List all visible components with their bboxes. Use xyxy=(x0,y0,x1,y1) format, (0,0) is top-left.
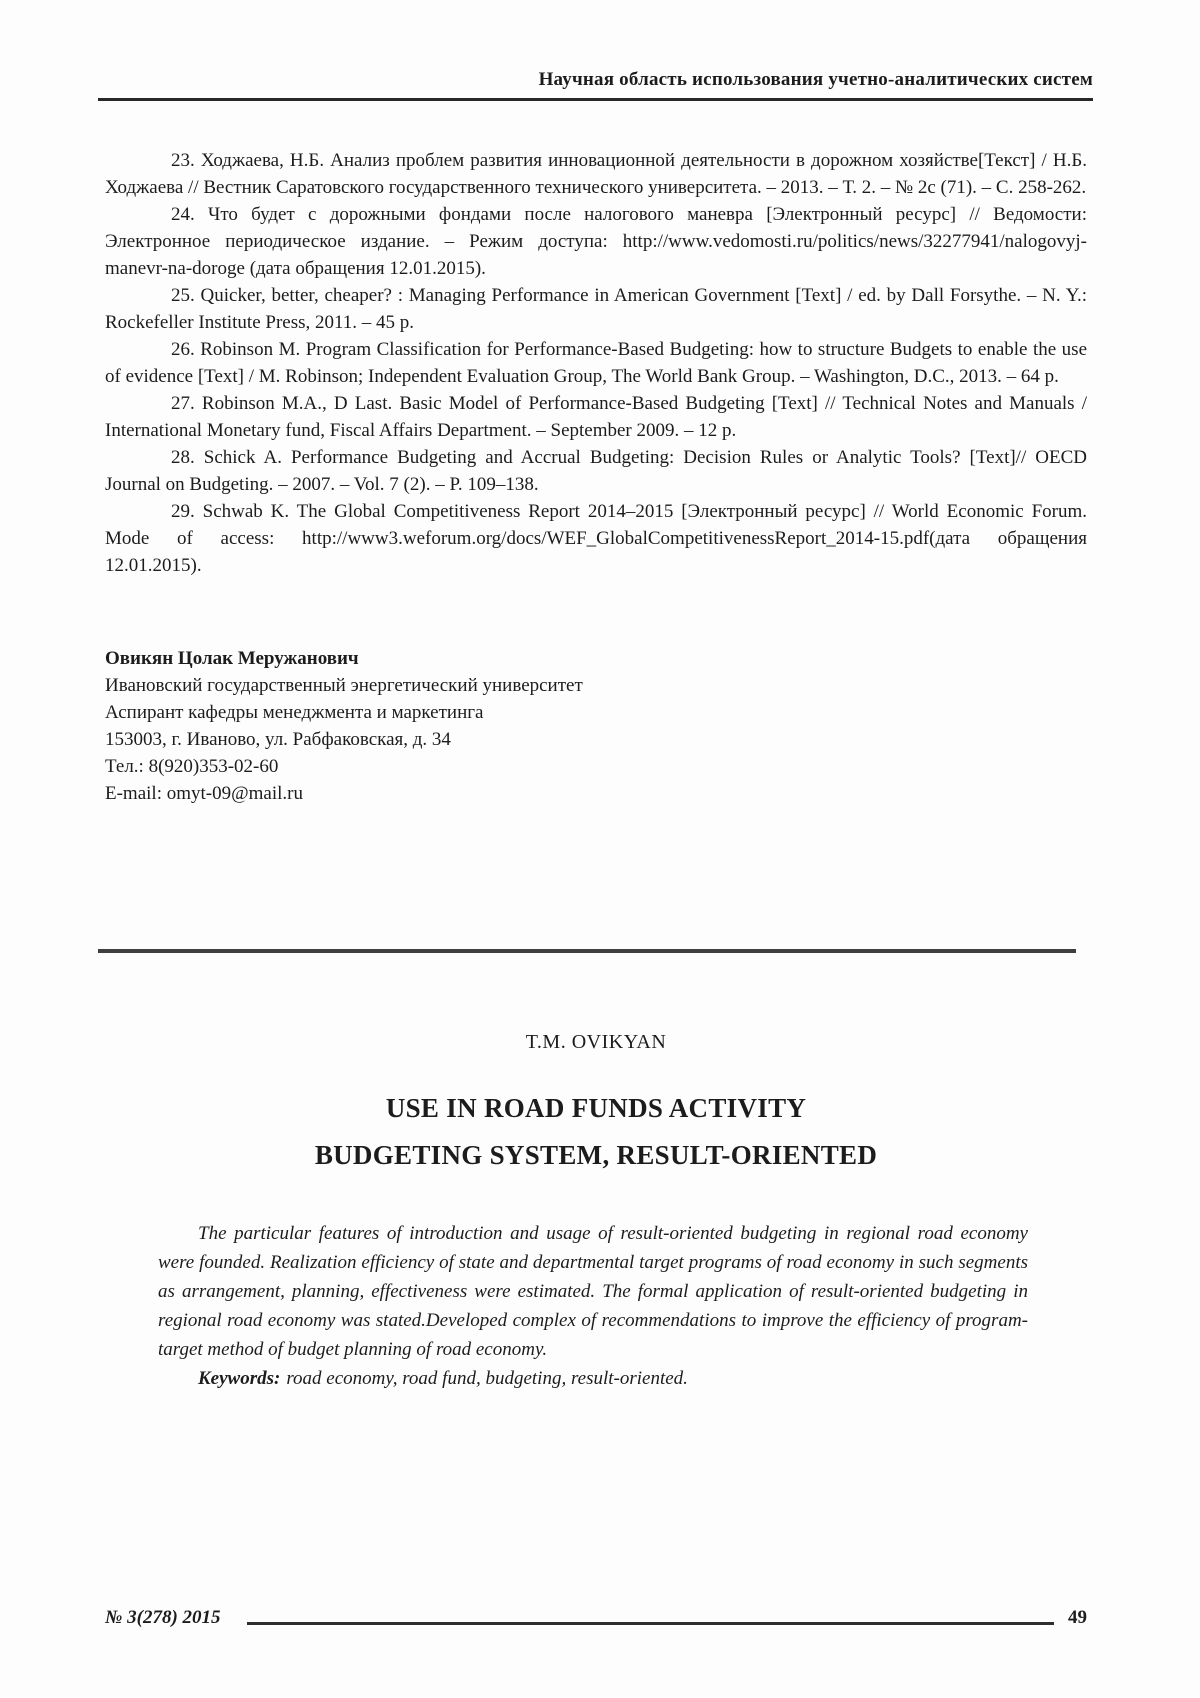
reference-item-23: 23. Ходжаева, Н.Б. Анализ проблем развития инновационной деятельности в дорожном хозяйстве[Текст] / Н.Б. Ходжаева // Вестник Саратовского государственного технического университета. – 2013. – Т. 2. – № 2с (71). – С. 258-262. xyxy=(105,150,1087,198)
author-name: Овикян Цолак Меружанович xyxy=(105,648,359,669)
footer-rule xyxy=(247,1622,1054,1625)
issue-number: № 3(278) 2015 xyxy=(105,1607,221,1628)
author-info-block xyxy=(105,645,1087,807)
reference-item-25: 25. Quicker, better, cheaper? : Managing Performance in American Government [Text] / ed. by Dall Forsythe. – N. Y.: Rockefeller Institute Press, 2011. – 45 p. xyxy=(105,285,1087,333)
reference-item-24: 24. Что будет с дорожными фондами после налогового маневра [Электронный ресурс] // Ведомости: Электронное периодическое издание. – Режим доступа: http://www.vedomosti.ru/politics/news/32277941/nalogovyj-manevr-na-doroge (дата обращения 12.01.2015). xyxy=(105,204,1087,279)
reference-item-28: 28. Schick A. Performance Budgeting and Accrual Budgeting: Decision Rules or Analytic Tools? [Text]// OECD Journal on Budgeting. – 2007. – Vol. 7 (2). – P. 109–138. xyxy=(105,447,1087,495)
english-author-name: T.M. OVIKYAN xyxy=(525,1031,667,1053)
article-title-line2: BUDGETING SYSTEM, RESULT-ORIENTED xyxy=(314,1140,878,1170)
author-position: Аспирант кафедры менеджмента и маркетинга xyxy=(105,702,484,723)
references-list xyxy=(105,147,1087,579)
author-affiliation: Ивановский государственный энергетический университет xyxy=(105,675,583,696)
reference-item-29: 29. Schwab K. The Global Competitiveness Report 2014–2015 [Электронный ресурс] // World Economic Forum. Mode of access: http://www3.weforum.org/docs/WEF_GlobalCompetitivenessReport_2014-15.pdf(дата обращения 12.01.2015). xyxy=(105,501,1087,576)
abstract-text: The particular features of introduction and usage of result-oriented budgeting in regional road economy were founded. Realization efficiency of state and departmental target programs of road economy in such segments as arrangement, planning, effectiveness were estimated. The formal application of result-oriented budgeting in regional road economy was stated.Developed complex of recommendations to improve the efficiency of program-target method of budget planning of road economy. xyxy=(158,1223,1028,1360)
keywords-text: road economy, road fund, budgeting, result-oriented. xyxy=(286,1368,688,1389)
section-divider xyxy=(98,949,1076,953)
article-title xyxy=(105,1085,1087,1179)
running-header xyxy=(98,68,1093,101)
author-email: E-mail: omyt-09@mail.ru xyxy=(105,783,303,804)
abstract-block xyxy=(105,1219,1087,1393)
page-footer xyxy=(105,1606,1087,1698)
author-phone: Тел.: 8(920)353-02-60 xyxy=(105,756,279,777)
keywords-line xyxy=(158,1364,1028,1393)
page-number: 49 xyxy=(1068,1607,1087,1628)
article-title-line1: USE IN ROAD FUNDS ACTIVITY xyxy=(385,1093,807,1123)
keywords-label: Keywords: xyxy=(198,1368,281,1389)
author-address: 153003, г. Иваново, ул. Рабфаковская, д. 34 xyxy=(105,729,451,750)
reference-item-26: 26. Robinson M. Program Classification for Performance-Based Budgeting: how to structure Budgets to enable the use of evidence [Text] / M. Robinson; Independent Evaluation Group, The World Bank Group. – Washington, D.C., 2013. – 64 p. xyxy=(105,339,1087,387)
reference-item-27: 27. Robinson M.A., D Last. Basic Model of Performance-Based Budgeting [Text] // Technical Notes and Manuals / International Monetary fund, Fiscal Affairs Department. – September 2009. – 12 p. xyxy=(105,393,1087,441)
running-header-title: Научная область использования учетно-аналитических систем xyxy=(538,69,1093,90)
